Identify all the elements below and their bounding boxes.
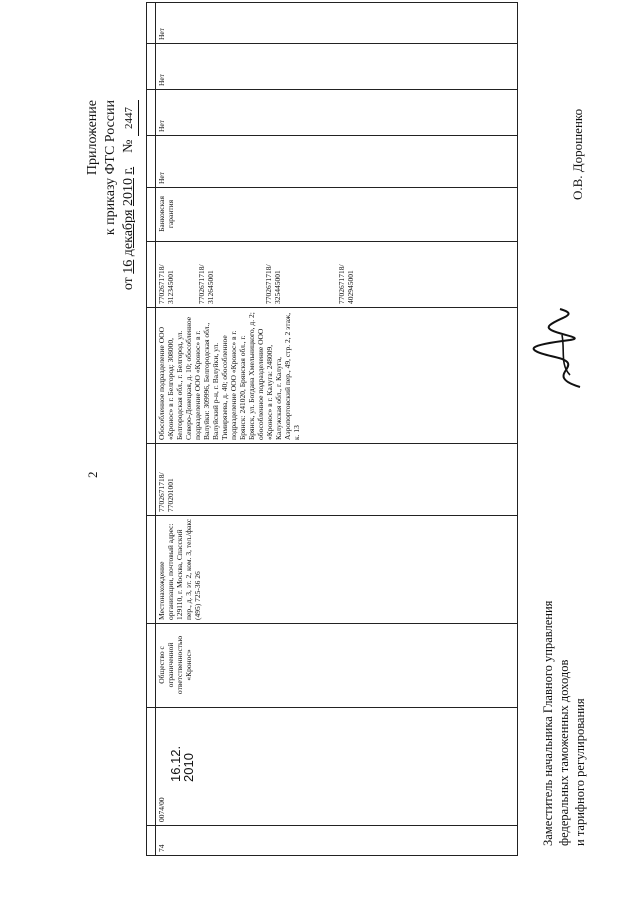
appendix-title: Приложение	[85, 100, 100, 176]
date-suffix: г.	[121, 166, 136, 175]
date-prefix: от	[121, 277, 136, 291]
guarantee-type: Банковская гарантия	[157, 196, 175, 232]
number-prefix: №	[121, 139, 136, 153]
col-no-3	[147, 43, 517, 89]
col-row-number	[147, 825, 517, 855]
position-line-2: федеральных таможенных доходов	[557, 659, 571, 846]
subdivision-inn-2: 7702671718/ 312645001	[197, 264, 215, 304]
subdivision-inn-4: 7702671718/ 402945001	[337, 264, 355, 304]
subdivision-inn-3: 7702671718/ 325445001	[264, 264, 282, 304]
order-reference: к приказу ФТС России	[103, 100, 118, 236]
date-day: 16	[121, 259, 136, 274]
registry-table	[146, 2, 518, 856]
subdivision-inn-1: 7702671718/ 312345001	[157, 264, 175, 304]
position-line-1: Заместитель начальника Главного управления	[541, 600, 555, 846]
organization-name: Общество с ограниченной ответственностью «Кронос»	[157, 635, 193, 695]
no-value-1: Нет	[157, 171, 166, 184]
no-value-3: Нет	[157, 73, 166, 86]
no-value-4: Нет	[157, 27, 166, 40]
col-no-2	[147, 89, 517, 135]
date-month: декабря	[121, 209, 136, 257]
col-inn	[147, 443, 517, 515]
date-stamp: 16.12. 2010	[168, 745, 196, 782]
organization-address: Местонахождение организации, почтовый адрес: 129110, г. Москва, Спасский пер., д. 3, эт. 2, ком. 3, тел./факс (495) 725-36 26	[157, 518, 202, 620]
col-guarantee	[147, 187, 517, 241]
col-certificate	[147, 707, 517, 825]
certificate-number: 0074/00	[157, 797, 166, 822]
no-value-2: Нет	[157, 119, 166, 132]
organization-inn: 7702671718/ 770201001	[157, 472, 175, 512]
appendix-header	[84, 100, 139, 400]
handwritten-signature	[520, 305, 600, 395]
signatory-position	[540, 346, 588, 846]
col-no-1	[147, 135, 517, 187]
subdivisions-list: Обособленное подразделение ООО «Кронос» в г. Белгород: 308000, Белгородская обл., г. Белгород, ул. Северо-Донецкая, д. 10; обособленное подразделение ООО «Кронос» в г. Валуйки: 309996, Белгородская обл., Валуйский р-н, г. Валуйки, ул. Тимирязева, д. 40; обособленное подразделение ООО «Кронос» в г. Брянск: 241020, Брянская обл., г. Брянск, ул. Богдана Хмельницкого, д. 2; обособленное подразделение ООО «Кронос» в г. Калуга: 248009, Калужская обл., г. Калуга, Аэропортовский пер., 49, стр. 2, 2 этаж, к. 13	[157, 312, 301, 440]
position-line-3: и тарифного регулирования	[573, 698, 587, 846]
order-date-line	[120, 100, 139, 400]
row-number: 74	[157, 844, 166, 852]
order-number: 2447	[120, 100, 139, 136]
signatory-name: О.В. Дорошенко	[570, 108, 585, 200]
col-organization	[147, 623, 517, 707]
page-number: 2	[85, 471, 100, 478]
date-year: 2010	[121, 178, 136, 207]
